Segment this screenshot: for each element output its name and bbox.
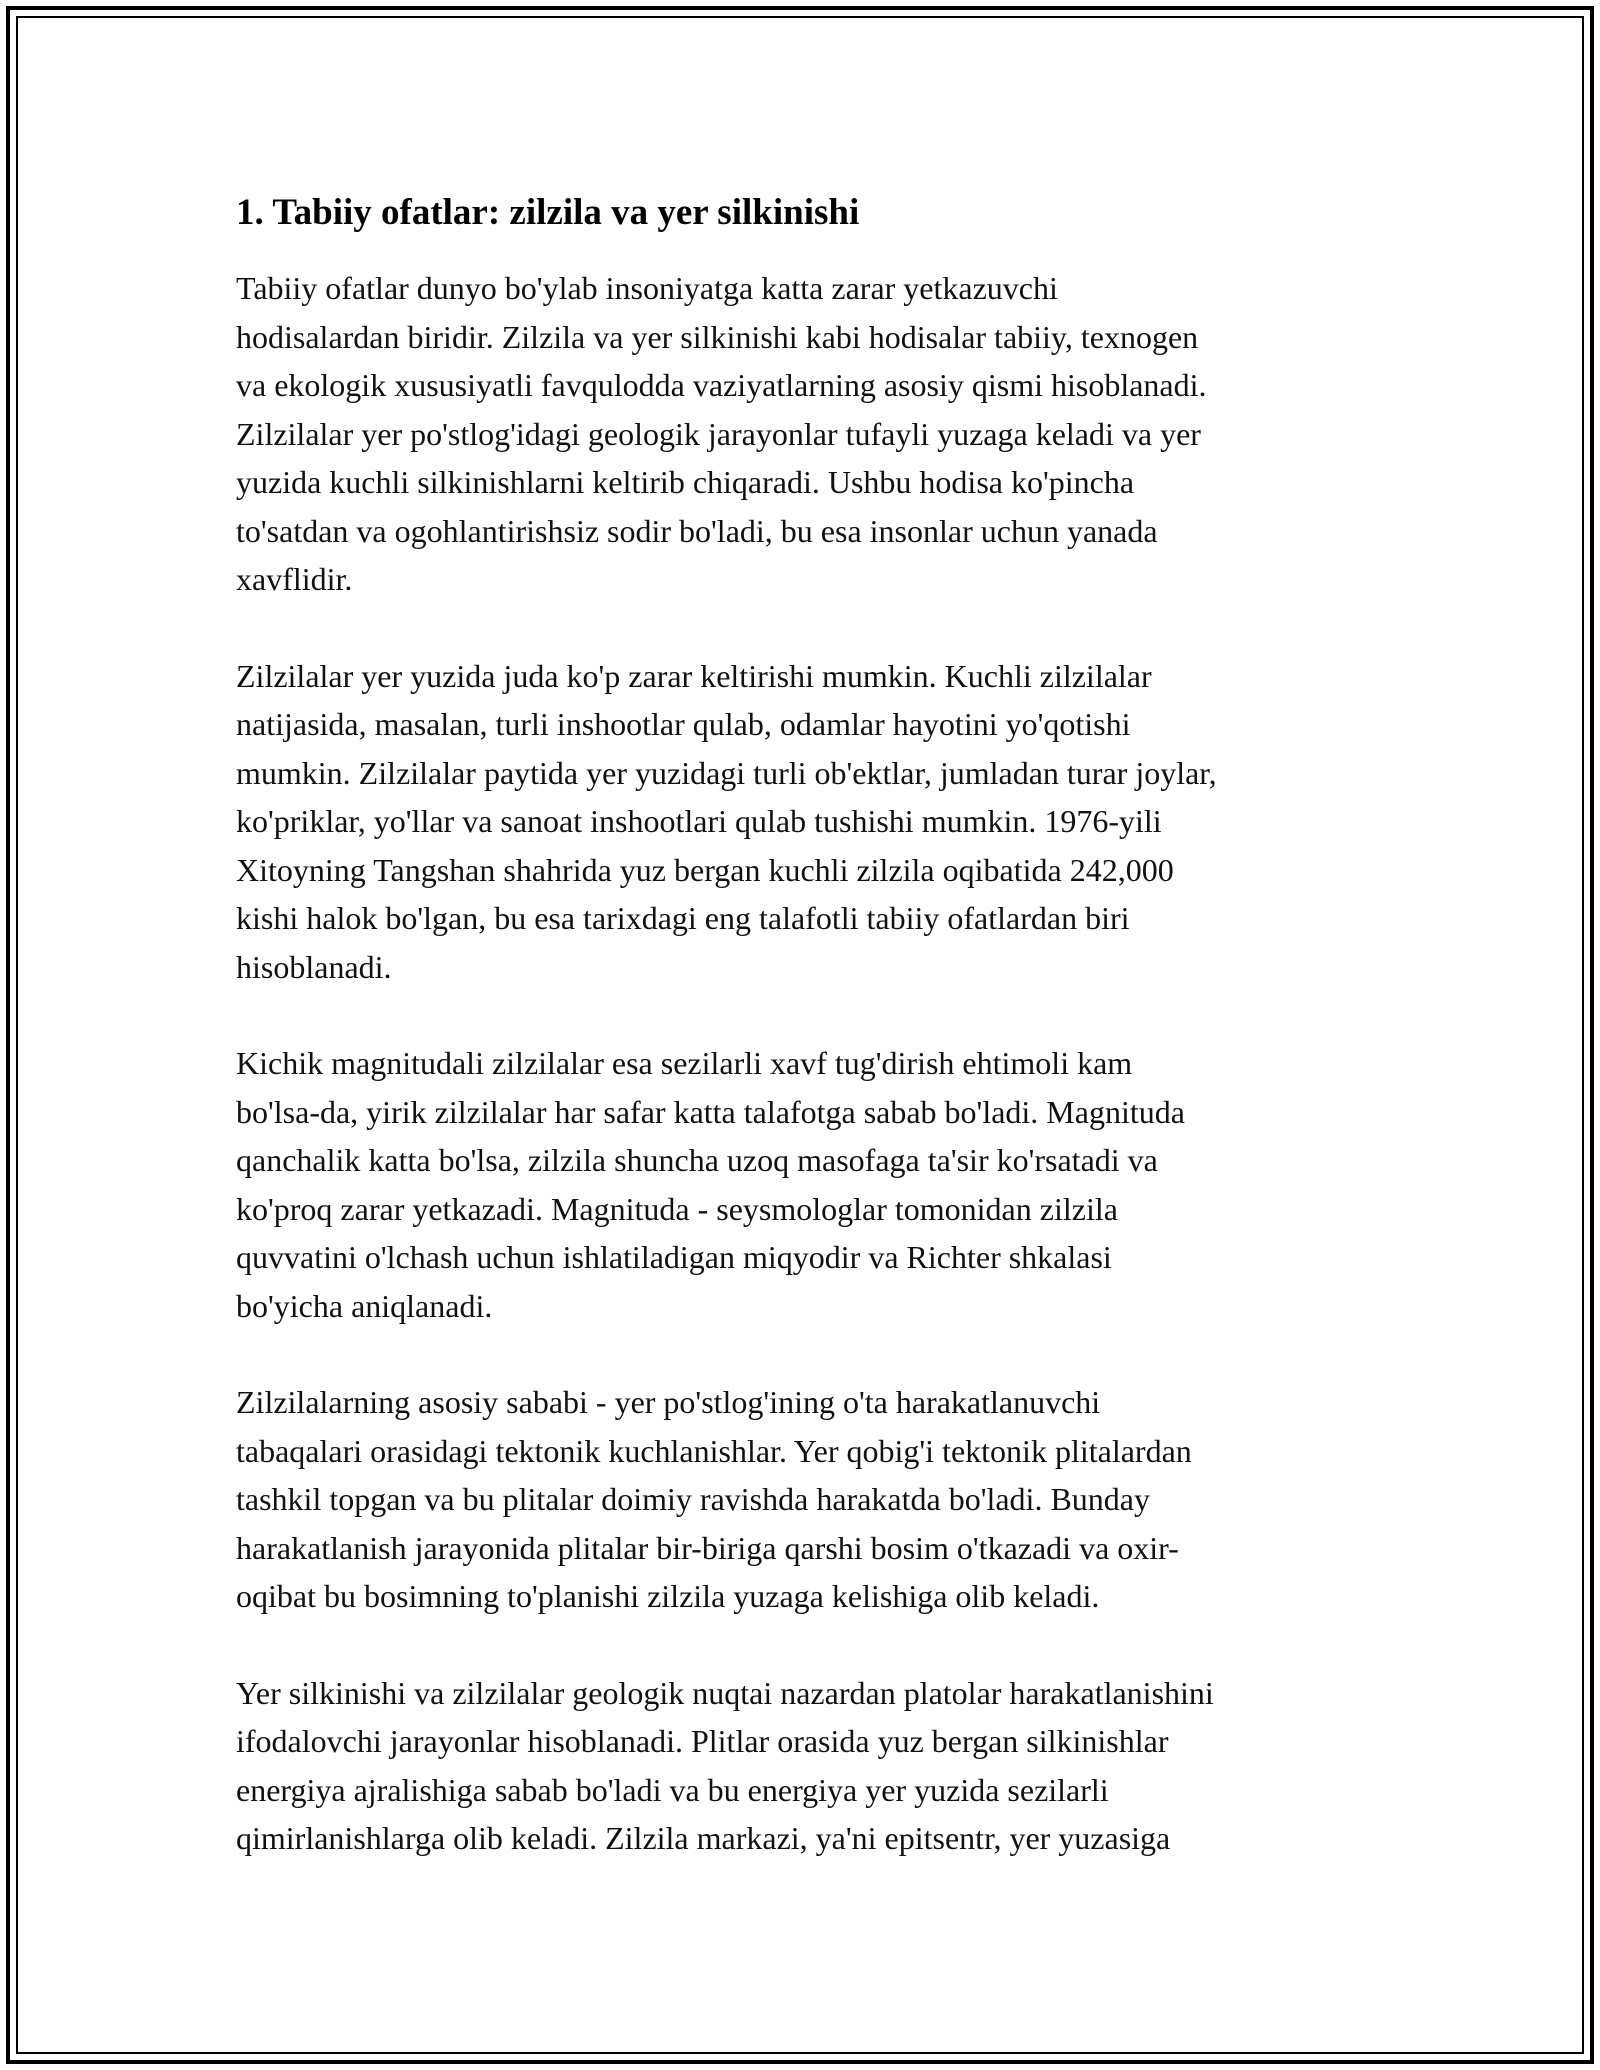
paragraph-line: oqibat bu bosimning to'planishi zilzila yuzaga kelishiga olib keladi. xyxy=(236,1578,1100,1614)
paragraph-line: energiya ajralishiga sabab bo'ladi va bu energiya yer yuzida sezilarli xyxy=(236,1771,1109,1808)
paragraph-line: ifodalovchi jarayonlar hisoblanadi. Plitlar orasida yuz bergan silkinishlar xyxy=(236,1723,1169,1759)
paragraph-line: bo'lsa-da, yirik zilzilalar har safar katta talafotga sabab bo'ladi. Magnituda xyxy=(236,1093,1185,1130)
paragraph-line: ko'priklar, yo'llar va sanoat inshootlari qulab tushishi mumkin. 1976-yili xyxy=(236,803,1162,839)
section-heading: 1. Tabiiy ofatlar: zilzila va yer silkinishi xyxy=(236,192,860,233)
paragraph-line: qimirlanishlarga olib keladi. Zilzila markazi, ya'ni epitsentr, yer yuzasiga xyxy=(236,1820,1171,1856)
paragraph-line: qanchalik katta bo'lsa, zilzila shuncha uzoq masofaga ta'sir ko'rsatadi va xyxy=(236,1142,1158,1178)
paragraph-line: yuzida kuchli silkinishlarni keltirib chiqaradi. Ushbu hodisa ko'pincha xyxy=(236,464,1135,500)
paragraph-line: Yer silkinishi va zilzilalar geologik nuqtai nazardan platolar harakatlanishini xyxy=(236,1674,1214,1711)
paragraph-line: mumkin. Zilzilalar paytida yer yuzidagi turli ob'ektlar, jumladan turar joylar, xyxy=(236,754,1217,791)
paragraph-line: Zilzilalarning asosiy sababi - yer po'stlog'ining o'ta harakatlanuvchi xyxy=(236,1384,1101,1420)
paragraph-line: kishi halok bo'lgan, bu esa tarixdagi eng talafotli tabiiy ofatlardan biri xyxy=(236,900,1130,936)
document-body xyxy=(236,188,1376,1911)
paragraph-line: bo'yicha aniqlanadi. xyxy=(236,1287,493,1324)
paragraph xyxy=(236,1669,1376,1863)
paragraph-line: Xitoyning Tangshan shahrida yuz bergan kuchli zilzila oqibatida 242,000 xyxy=(236,851,1174,888)
paragraph-line: quvvatini o'lchash uchun ishlatiladigan miqyodir va Richter shkalasi xyxy=(236,1239,1112,1275)
paragraph xyxy=(236,1378,1376,1621)
paragraph-line: Kichik magnitudali zilzilalar esa sezilarli xavf tug'dirish ehtimoli kam xyxy=(236,1045,1133,1081)
paragraph-line: va ekologik xususiyatli favqulodda vaziyatlarning asosiy qismi hisoblanadi. xyxy=(236,367,1207,403)
paragraph-line: to'satdan va ogohlantirishsiz sodir bo'ladi, bu esa insonlar uchun yanada xyxy=(236,512,1158,549)
paragraph xyxy=(236,264,1376,604)
paragraph xyxy=(236,652,1376,992)
paragraph-line: tashkil topgan va bu plitalar doimiy ravishda harakatda bo'ladi. Bunday xyxy=(236,1481,1150,1517)
paragraph-line: Zilzilalar yer po'stlog'idagi geologik jarayonlar tufayli yuzaga keladi va yer xyxy=(236,415,1201,452)
paragraph-list xyxy=(236,264,1376,1863)
paragraph-line: tabaqalari orasidagi tektonik kuchlanishlar. Yer qobig'i tektonik plitalardan xyxy=(236,1432,1192,1469)
paragraph-line: xavflidir. xyxy=(236,561,353,597)
paragraph-line: Zilzilalar yer yuzida juda ko'p zarar keltirishi mumkin. Kuchli zilzilalar xyxy=(236,657,1152,694)
paragraph-line: hisoblanadi. xyxy=(236,948,392,985)
paragraph-line: Tabiiy ofatlar dunyo bo'ylab insoniyatga katta zarar yetkazuvchi xyxy=(236,270,1058,306)
paragraph-line: natijasida, masalan, turli inshootlar qulab, odamlar hayotini yo'qotishi xyxy=(236,706,1131,742)
paragraph-line: hodisalardan biridir. Zilzila va yer silkinishi kabi hodisalar tabiiy, texnogen xyxy=(236,318,1199,355)
paragraph-line: harakatlanish jarayonida plitalar bir-biriga qarshi bosim o'tkazadi va oxir- xyxy=(236,1529,1179,1566)
paragraph-line: ko'proq zarar yetkazadi. Magnituda - seysmologlar tomonidan zilzila xyxy=(236,1190,1118,1227)
paragraph xyxy=(236,1039,1376,1330)
